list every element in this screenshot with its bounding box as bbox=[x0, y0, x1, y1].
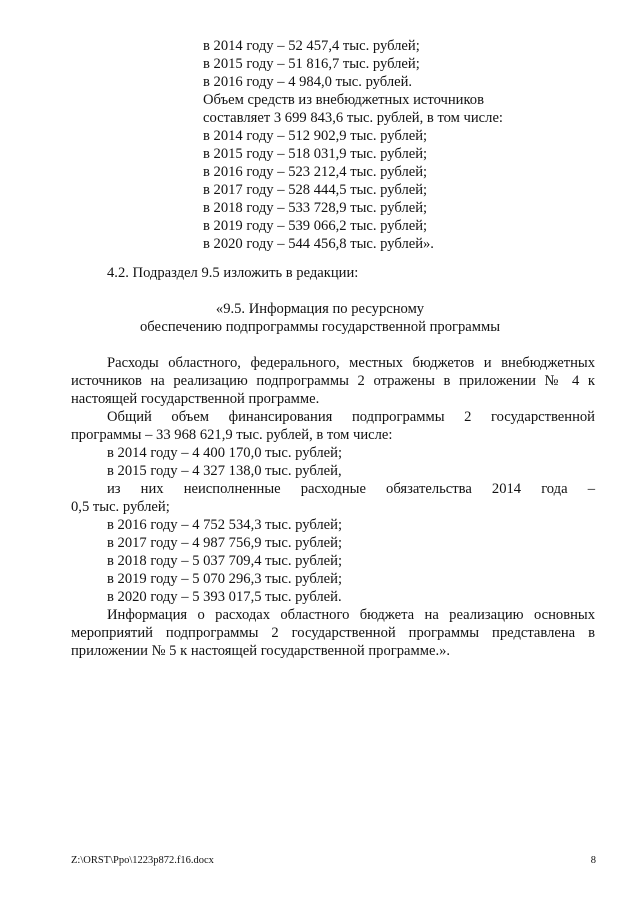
page-number: 8 bbox=[590, 855, 596, 866]
word: из bbox=[107, 481, 121, 497]
top-line: в 2020 году – 544 456,8 тыс. рублей». bbox=[203, 236, 434, 252]
top-line: в 2015 году – 51 816,7 тыс. рублей; bbox=[203, 56, 420, 72]
year-line: в 2016 году – 4 752 534,3 тыс. рублей; bbox=[107, 517, 343, 533]
top-line: составляет 3 699 843,6 тыс. рублей, в том числе: bbox=[203, 110, 503, 126]
unfulfilled-continuation: 0,5 тыс. рублей; bbox=[71, 499, 170, 515]
word: – bbox=[587, 481, 595, 497]
top-line: в 2014 году – 52 457,4 тыс. рублей; bbox=[203, 38, 420, 54]
year-line: в 2020 году – 5 393 017,5 тыс. рублей. bbox=[107, 589, 342, 605]
year-line: в 2014 году – 4 400 170,0 тыс. рублей; bbox=[107, 445, 343, 461]
top-line: в 2014 году – 512 902,9 тыс. рублей; bbox=[203, 128, 428, 144]
para1-line: источников на реализацию подпрограммы 2 отражены в приложении № 4 к bbox=[71, 373, 595, 389]
para3-line: Информация о расходах областного бюджета на реализацию основных bbox=[107, 607, 595, 623]
top-line: в 2016 году – 4 984,0 тыс. рублей. bbox=[203, 74, 413, 90]
para1-line: Расходы областного, федерального, местных бюджетов и внебюджетных bbox=[107, 355, 595, 371]
word: обязательства bbox=[386, 481, 472, 497]
top-line: в 2015 году – 518 031,9 тыс. рублей; bbox=[203, 146, 428, 162]
top-line: в 2016 году – 523 212,4 тыс. рублей; bbox=[203, 164, 428, 180]
top-line: Объем средств из внебюджетных источников bbox=[203, 92, 484, 108]
year-line: в 2019 году – 5 070 296,3 тыс. рублей; bbox=[107, 571, 343, 587]
unfulfilled-line bbox=[107, 481, 595, 498]
top-line: в 2019 году – 539 066,2 тыс. рублей; bbox=[203, 218, 428, 234]
year-line: в 2018 году – 5 037 709,4 тыс. рублей; bbox=[107, 553, 343, 569]
para1-line: настоящей государственной программе. bbox=[71, 391, 320, 407]
word: них bbox=[140, 481, 164, 497]
word: 2014 bbox=[491, 481, 522, 497]
word: неисполненные bbox=[183, 481, 281, 497]
section-heading-line1: «9.5. Информация по ресурсному bbox=[215, 301, 425, 317]
footer-file-path: Z:\ORST\Ppo\1223p872.f16.docx bbox=[71, 855, 214, 866]
section-heading-line2: обеспечению подпрограммы государственной программы bbox=[139, 319, 501, 335]
top-line: в 2017 году – 528 444,5 тыс. рублей; bbox=[203, 182, 428, 198]
year-line: в 2017 году – 4 987 756,9 тыс. рублей; bbox=[107, 535, 343, 551]
top-line: в 2018 году – 533 728,9 тыс. рублей; bbox=[203, 200, 428, 216]
para3-line: приложении № 5 к настоящей государственной программе.». bbox=[71, 643, 451, 659]
word: года bbox=[541, 481, 568, 497]
para2-line: Общий объем финансирования подпрограммы 2 государственной bbox=[107, 409, 595, 425]
year-line: в 2015 году – 4 327 138,0 тыс. рублей, bbox=[107, 463, 342, 479]
para3-line: мероприятий подпрограммы 2 государственной программы представлена в bbox=[71, 625, 595, 641]
para2-line: программы – 33 968 621,9 тыс. рублей, в том числе: bbox=[71, 427, 393, 443]
instruction-text: 4.2. Подраздел 9.5 изложить в редакции: bbox=[107, 265, 359, 281]
word: расходные bbox=[300, 481, 366, 497]
